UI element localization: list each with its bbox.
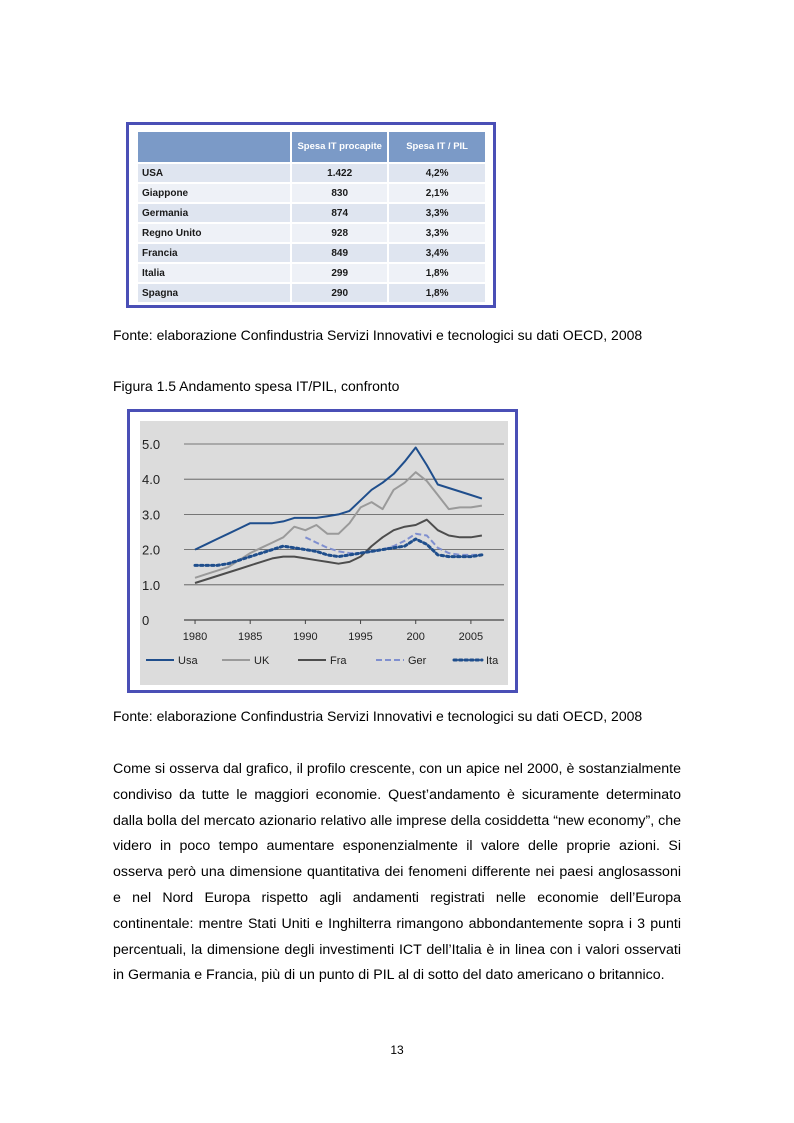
table-cell-procapite: 928 <box>291 223 388 243</box>
spesa-it-table <box>138 132 485 302</box>
legend-label: UK <box>254 655 270 667</box>
x-tick-label: 1995 <box>348 631 373 643</box>
table-row <box>138 283 485 302</box>
page-number: 13 <box>390 1043 404 1057</box>
y-tick-label: 1.0 <box>142 577 161 593</box>
y-tick-label: 2.0 <box>142 542 161 558</box>
x-tick-label: 1990 <box>293 631 318 643</box>
table-cell-procapite: 849 <box>291 243 388 263</box>
y-tick-label: 0 <box>142 613 150 628</box>
table-cell-pil: 1,8% <box>388 283 485 302</box>
legend-label: Fra <box>330 655 347 667</box>
y-tick-label: 3.0 <box>142 507 161 523</box>
table-row <box>138 223 485 243</box>
table-cell-country: Francia <box>138 243 291 263</box>
table-row <box>138 203 485 223</box>
table-header-row <box>138 132 485 163</box>
table-cell-country: Italia <box>138 263 291 283</box>
legend-label: Usa <box>178 655 198 667</box>
table-cell-pil: 3,4% <box>388 243 485 263</box>
x-tick-label: 200 <box>406 631 425 643</box>
table-cell-country: Germania <box>138 203 291 223</box>
table-cell-country: Spagna <box>138 283 291 302</box>
figure-caption: Figura 1.5 Andamento spesa IT/PIL, confronto <box>113 378 400 394</box>
table-cell-pil: 3,3% <box>388 223 485 243</box>
line-chart <box>140 421 508 685</box>
x-tick-label: 1980 <box>182 631 208 643</box>
table-header-country <box>138 132 291 163</box>
table-cell-pil: 2,1% <box>388 183 485 203</box>
body-paragraph: Come si osserva dal grafico, il profilo crescente, con un apice nel 2000, è sostanzialmente condiviso da tutte le maggiori economie. Quest’andamento è sicuramente determinato dalla bolla del mercato azionario relativo alle imprese della cosiddetta “new economy”, che videro in poco tempo aumentare esponenzialmente il valore delle proprie azioni. Si osserva però una dimensione quantitativa dei fenomeni differente nei paesi anglosassoni e nel Nord Europa rispetto agli andamenti registrati nelle economie dell’Europa continentale: mentre Stati Uniti e Inghilterra rimangono abbondantemente sopra i 3 punti percentuali, la dimensione degli investimenti ICT dell’Italia è in linea con i valori osservati in Germania e Francia, più di un punto di PIL al di sotto del dato americano o britannico. <box>113 761 681 984</box>
x-tick-label: 1985 <box>237 631 263 643</box>
table-cell-country: USA <box>138 163 291 183</box>
y-tick-label: 4.0 <box>142 472 161 488</box>
table-cell-pil: 1,8% <box>388 263 485 283</box>
table-row <box>138 263 485 283</box>
table-cell-country: Regno Unito <box>138 223 291 243</box>
legend-label: Ita <box>486 655 499 667</box>
table-cell-procapite: 1.422 <box>291 163 388 183</box>
table-cell-pil: 3,3% <box>388 203 485 223</box>
table-row <box>138 243 485 263</box>
x-tick-label: 2005 <box>458 631 484 643</box>
table-cell-procapite: 290 <box>291 283 388 302</box>
legend-label: Ger <box>408 655 427 667</box>
y-tick-label: 5.0 <box>142 437 161 452</box>
table-cell-procapite: 830 <box>291 183 388 203</box>
table-cell-country: Giappone <box>138 183 291 203</box>
table-figure <box>126 122 496 308</box>
table-header-procapite: Spesa IT procapite <box>291 132 388 163</box>
series-line-uk <box>195 472 482 578</box>
chart-source-note: Fonte: elaborazione Confindustria Servizi Innovativi e tecnologici su dati OECD, 2008 <box>113 708 643 724</box>
table-cell-procapite: 874 <box>291 203 388 223</box>
table-source-note: Fonte: elaborazione Confindustria Servizi Innovativi e tecnologici su dati OECD, 2008 <box>113 327 643 343</box>
table-row <box>138 163 485 183</box>
table-cell-procapite: 299 <box>291 263 388 283</box>
table-header-pil: Spesa IT / PIL <box>388 132 485 163</box>
table-cell-pil: 4,2% <box>388 163 485 183</box>
table-row <box>138 183 485 203</box>
